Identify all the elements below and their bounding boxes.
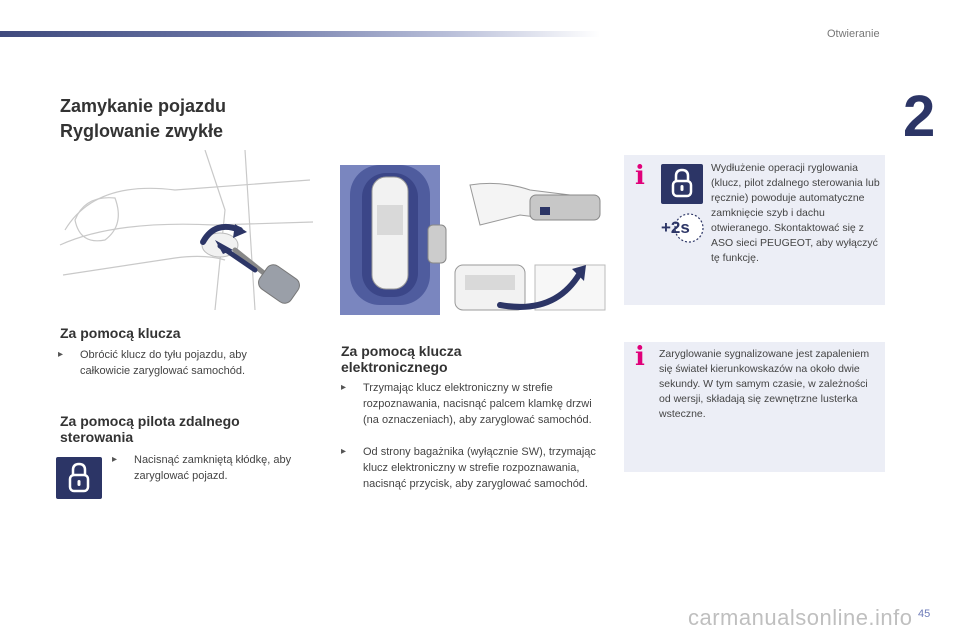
electronic-step-2 <box>341 444 603 492</box>
info-box-auto-close <box>624 155 885 305</box>
page-number: 45 <box>918 608 931 620</box>
header-gradient-bar <box>0 31 600 37</box>
bullet-arrow-icon: ▸ <box>58 349 64 360</box>
timer-2s-icon <box>657 211 707 245</box>
key-step <box>58 347 285 379</box>
electronic-step-1-text: Trzymając klucz elektroniczny w strefie rozpoznawania, nacisnąć palcem klamkę drzwi (na oznaczeniach), aby zaryglować samochód. <box>363 382 592 426</box>
padlock-icon <box>56 457 102 499</box>
electronic-key-heading <box>341 343 462 375</box>
section-title: Otwieranie <box>827 28 880 40</box>
remote-heading-line1: Za pomocą pilota zdalnego <box>60 413 240 429</box>
page-subtitle: Ryglowanie zwykłe <box>60 121 224 141</box>
remote-heading-line2: sterowania <box>60 429 134 445</box>
padlock-icon <box>661 164 703 204</box>
info-box-2-text: Zaryglowanie sygnalizowane jest zapaleniem się świateł kierunkowskazów na około dwie sekundy. W tym samym czasie, w zależności od wersji, składają się zewnętrzne lusterka wsteczne. <box>659 348 870 420</box>
door-key-illustration <box>55 150 320 315</box>
remote-lock-button-icon <box>56 457 102 499</box>
electronic-heading-line2: elektronicznego <box>341 359 448 375</box>
remote-step <box>112 452 319 484</box>
remote-section-heading <box>60 413 240 445</box>
bullet-arrow-icon: ▸ <box>341 382 347 393</box>
info-icon: i <box>635 342 645 372</box>
electronic-key-illustration <box>340 165 620 315</box>
electronic-heading-line1: Za pomocą klucza <box>341 343 462 359</box>
bullet-arrow-icon: ▸ <box>112 454 118 465</box>
key-step-text: Obrócić klucz do tyłu pojazdu, aby całkowicie zaryglować samochód. <box>80 349 247 377</box>
info-box-signalling <box>624 342 885 472</box>
page-title: Zamykanie pojazdu <box>60 96 227 116</box>
timer-label: +2s <box>661 218 690 237</box>
chapter-number: 2 <box>903 84 936 149</box>
key-section-heading: Za pomocą klucza <box>60 325 181 341</box>
info-box-1-text: Wydłużenie operacji ryglowania (klucz, pilot zdalnego sterowania lub ręcznie) powoduje automatyczne zamknięcie szyb i dachu otwieranego. Skontaktować się z ASO sieci PEUGEOT, aby wyłączyć tę funkcję. <box>711 162 880 264</box>
info-icon: i <box>635 161 645 191</box>
remote-step-text: Nacisnąć zamkniętą kłódkę, aby zaryglować pojazd. <box>134 454 292 482</box>
electronic-step-2-text: Od strony bagażnika (wyłącznie SW), trzymając klucz elektroniczny w strefie rozpoznawania, nacisnąć przycisk, aby zaryglować samochód. <box>363 446 596 490</box>
watermark: carmanualsonline.info <box>688 605 913 630</box>
electronic-step-1 <box>341 380 603 428</box>
bullet-arrow-icon: ▸ <box>341 446 347 457</box>
